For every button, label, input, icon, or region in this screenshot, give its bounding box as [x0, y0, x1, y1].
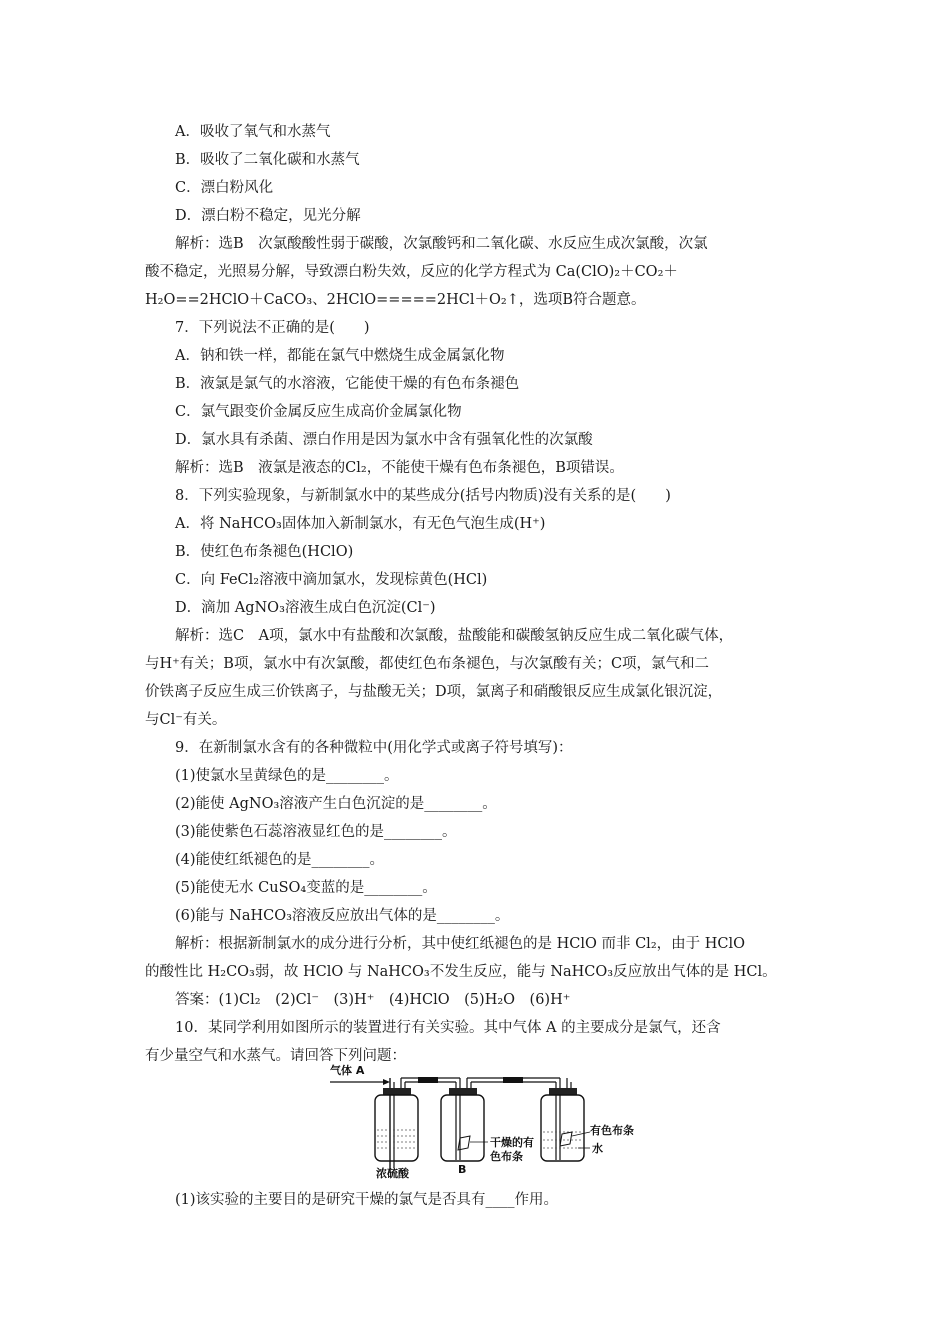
q8-analysis-line3: 价铁离子反应生成三价铁离子，与盐酸无关；D项，氯离子和硝酸银反应生成氯化银沉淀， — [145, 684, 723, 700]
bottle-b — [441, 1078, 534, 1176]
dry-strip-label-l2: 色布条 — [490, 1150, 523, 1163]
q9-stem: 9．在新制氯水含有的各种微粒中(用化学式或离子符号填写)： — [175, 740, 573, 756]
q6-analysis-line1: 解析：选B 次氯酸酸性弱于碳酸，次氯酸钙和二氧化碳、水反应生成次氯酸，次氯 — [175, 236, 708, 252]
q7-option-a: A．钠和铁一样，都能在氯气中燃烧生成金属氯化物 — [175, 348, 505, 364]
q7-option-c: C．氯气跟变价金属反应生成高价金属氯化物 — [175, 404, 462, 420]
q9-answer: 答案：(1)Cl₂ (2)Cl⁻ (3)H⁺ (4)HClO (5)H₂O (6)H⁺ — [175, 992, 571, 1008]
q6-option-c: C．漂白粉风化 — [175, 180, 274, 196]
q7-stem: 7．下列说法不正确的是( ) — [175, 320, 370, 336]
q9-part1: (1)使氯水呈黄绿色的是________。 — [175, 768, 399, 784]
q8-analysis-line2: 与H⁺有关；B项，氯水中有次氯酸，都使红色布条褪色，与次氯酸有关；C项，氯气和二 — [145, 656, 710, 672]
bottle-1 — [375, 1078, 418, 1180]
bottle-3 — [541, 1078, 634, 1161]
q10-stem-line2: 有少量空气和水蒸气。请回答下列问题： — [145, 1048, 406, 1064]
q7-option-d: D．氯水具有杀菌、漂白作用是因为氯水中含有强氧化性的次氯酸 — [175, 432, 593, 448]
q9-analysis-line1: 解析：根据新制氯水的成分进行分析，其中使红纸褪色的是 HClO 而非 Cl₂，由于 HClO — [175, 936, 746, 952]
q8-stem: 8．下列实验现象，与新制氯水中的某些成分(括号内物质)没有关系的是( ) — [175, 488, 671, 504]
q9-part2: (2)能使 AgNO₃溶液产生白色沉淀的是________。 — [175, 796, 497, 812]
q8-option-c: C．向 FeCl₂溶液中滴加氯水，发现棕黄色(HCl) — [175, 572, 488, 588]
bottle-1-label: 浓硫酸 — [376, 1167, 409, 1180]
q8-option-b: B．使红色布条褪色(HClO) — [175, 544, 354, 560]
bottle-b-label: B — [458, 1163, 467, 1176]
q9-part5: (5)能使无水 CuSO₄变蓝的是________。 — [175, 880, 437, 896]
q9-part6: (6)能与 NaHCO₃溶液反应放出气体的是________。 — [175, 908, 510, 924]
q8-option-a: A．将 NaHCO₃固体加入新制氯水，有无色气泡生成(H⁺) — [175, 516, 546, 532]
arrow-head-icon — [383, 1079, 390, 1085]
wet-strip-label-l1: 有色布条 — [590, 1124, 634, 1137]
q9-part3: (3)能使紫色石蕊溶液显红色的是________。 — [175, 824, 457, 840]
q6-analysis-line3: H₂O==2HClO＋CaCO₃、2HClO=====2HCl＋O₂↑，选项B符合题意。 — [145, 292, 646, 308]
q7-analysis: 解析：选B 液氯是液态的Cl₂，不能使干燥有色布条褪色，B项错误。 — [175, 460, 624, 476]
q10-part1: (1)该实验的主要目的是研究干燥的氯气是否具有____作用。 — [175, 1192, 559, 1208]
q6-option-d: D．漂白粉不稳定，见光分解 — [175, 208, 361, 224]
q6-option-b: B．吸收了二氧化碳和水蒸气 — [175, 152, 360, 168]
q10-stem-line1: 10．某同学利用如图所示的装置进行有关实验。其中气体 A 的主要成分是氯气，还含 — [175, 1020, 721, 1036]
q9-analysis-line2: 的酸性比 H₂CO₃弱，故 HClO 与 NaHCO₃不发生反应，能与 NaHCO₃反应放出气体的是 HCl。 — [145, 964, 777, 980]
gas-a-label: 气体 A — [330, 1064, 365, 1077]
q8-option-d: D．滴加 AgNO₃溶液生成白色沉淀(Cl⁻) — [175, 600, 436, 616]
water-label: 水 — [592, 1142, 603, 1155]
q8-analysis-line1: 解析：选C A项，氯水中有盐酸和次氯酸，盐酸能和碳酸氢钠反应生成二氧化碳气体， — [175, 628, 734, 644]
q8-analysis-line4: 与Cl⁻有关。 — [145, 712, 227, 728]
dry-strip-label-l1: 干燥的有 — [490, 1136, 534, 1149]
q7-option-b: B．液氯是氯气的水溶液，它能使干燥的有色布条褪色 — [175, 376, 520, 392]
apparatus-diagram — [328, 1060, 634, 1180]
q6-analysis-line2: 酸不稳定，光照易分解，导致漂白粉失效，反应的化学方程式为 Ca(ClO)₂＋CO₂＋ — [145, 264, 678, 280]
q9-part4: (4)能使红纸褪色的是________。 — [175, 852, 385, 868]
q6-option-a: A．吸收了氧气和水蒸气 — [175, 124, 331, 140]
